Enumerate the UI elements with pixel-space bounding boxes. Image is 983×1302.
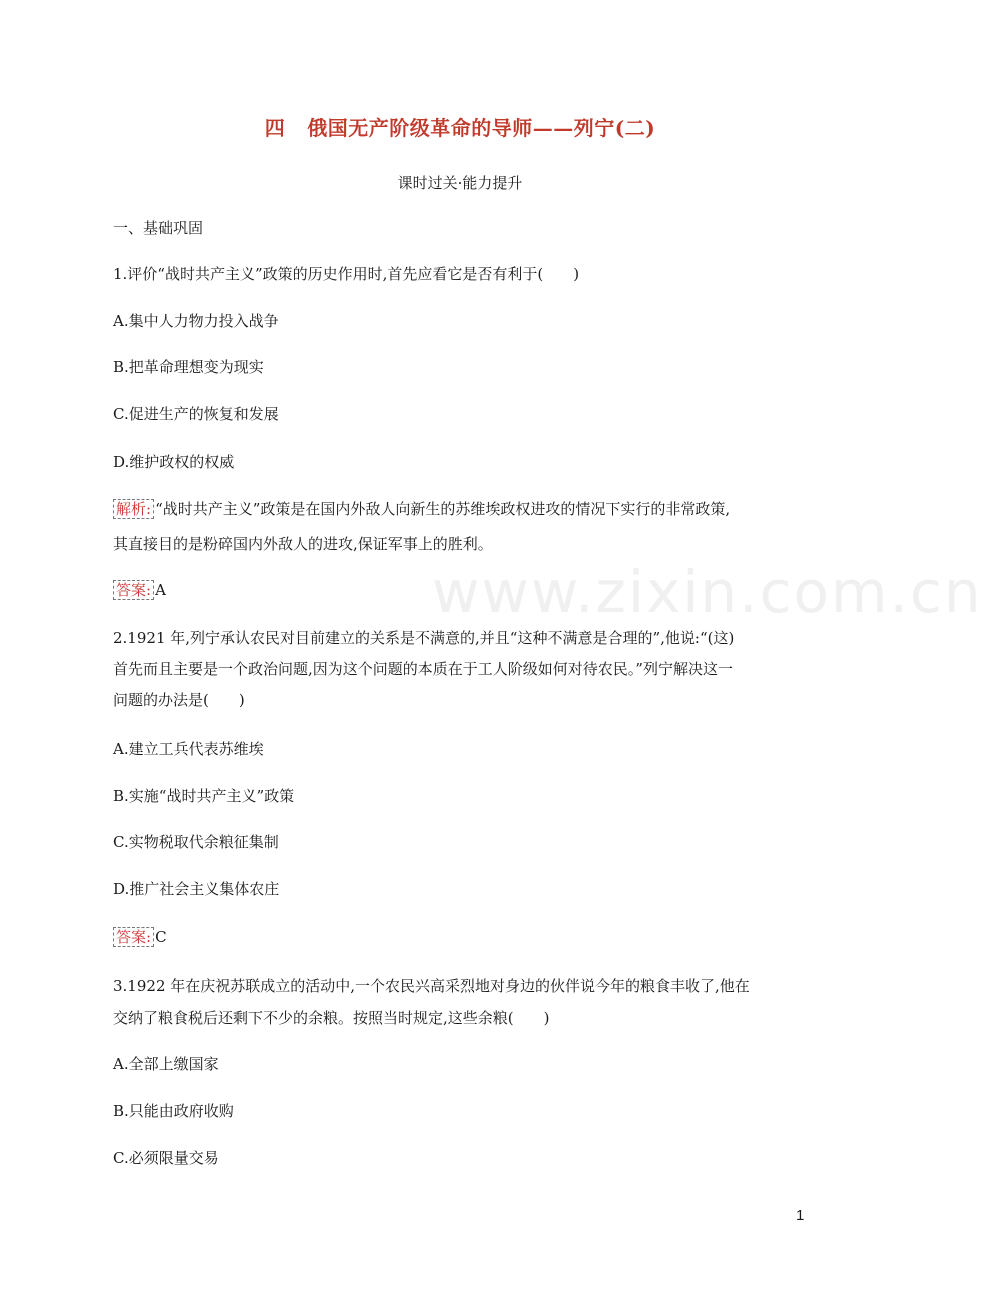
lesson-title: 俄国无产阶级革命的导师——列宁(二) (307, 116, 656, 140)
answer-value: A (155, 581, 166, 599)
question-1-answer (113, 580, 813, 600)
watermark: www.zixin.com.cn (432, 558, 983, 626)
analysis-label: 解析: (113, 499, 154, 519)
question-2-stem-line-1: 2.1921 年,列宁承认农民对目前建立的关系是不满意的,并且“这种不满意是合理的”,他说:“(这) (113, 629, 735, 647)
question-3-option-a: A.全部上缴国家 (113, 1055, 219, 1073)
analysis-text-line-2: 其直接目的是粉碎国内外敌人的进攻,保证军事上的胜利。 (113, 535, 493, 553)
question-2-answer (113, 927, 813, 947)
question-3-stem-line-2: 交纳了粮食税后还剩下不少的余粮。按照当时规定,这些余粮( ) (113, 1009, 550, 1027)
answer-label: 答案: (113, 927, 154, 947)
section-heading: 一、基础巩固 (113, 219, 204, 237)
question-2-option-c: C.实物税取代余粮征集制 (113, 833, 279, 851)
question-1-option-a: A.集中人力物力投入战争 (113, 312, 279, 330)
question-1-option-c: C.促进生产的恢复和发展 (113, 405, 279, 423)
question-3-option-c: C.必须限量交易 (113, 1149, 219, 1167)
question-1-analysis (113, 499, 813, 519)
question-3-stem-line-1: 3.1922 年在庆祝苏联成立的活动中,一个农民兴高采烈地对身边的伙伴说今年的粮食丰收了,他在 (113, 977, 750, 995)
answer-value: C (155, 928, 167, 946)
question-2-option-a: A.建立工兵代表苏维埃 (113, 740, 264, 758)
page-title (0, 112, 920, 141)
lesson-number: 四 (264, 116, 286, 140)
question-2-stem-line-3: 问题的办法是( ) (113, 691, 245, 709)
question-2-stem-line-2: 首先而且主要是一个政治问题,因为这个问题的本质在于工人阶级如何对待农民。”列宁解决这一 (113, 660, 733, 678)
question-2-option-d: D.推广社会主义集体农庄 (113, 880, 280, 898)
question-1-option-b: B.把革命理想变为现实 (113, 358, 264, 376)
analysis-text-line-1: “战时共产主义”政策是在国内外敌人向新生的苏维埃政权进攻的情况下实行的非常政策, (155, 500, 731, 518)
question-3-option-b: B.只能由政府收购 (113, 1102, 234, 1120)
question-1-option-d: D.维护政权的权威 (113, 453, 235, 471)
answer-label: 答案: (113, 580, 154, 600)
question-2-option-b: B.实施“战时共产主义”政策 (113, 787, 295, 805)
subtitle: 课时过关·能力提升 (397, 174, 523, 192)
question-1-stem: 1.评价“战时共产主义”政策的历史作用时,首先应看它是否有利于( ) (113, 265, 580, 283)
page-number: 1 (796, 1207, 805, 1224)
